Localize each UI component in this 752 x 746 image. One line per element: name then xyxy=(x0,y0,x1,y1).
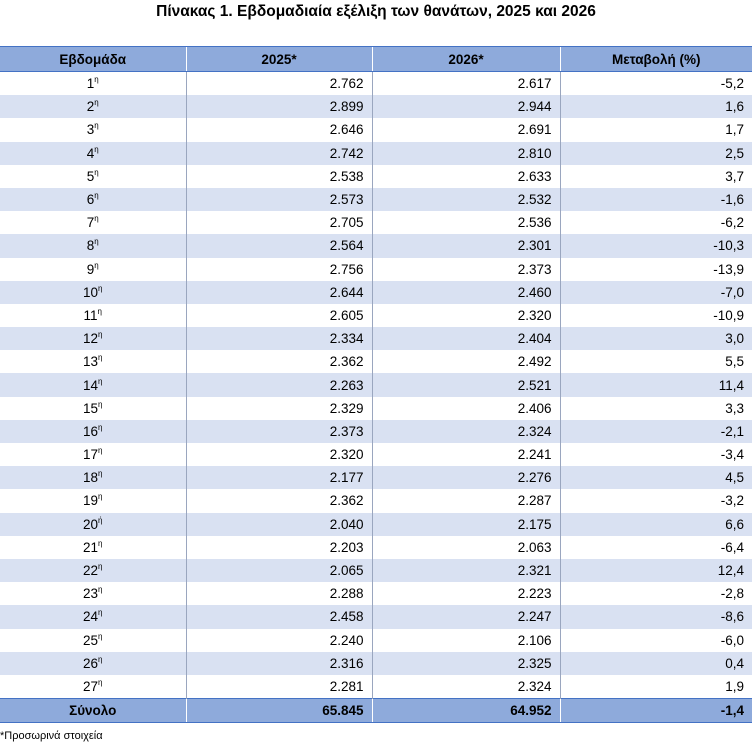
week-ordinal-suffix: η xyxy=(94,98,99,108)
week-cell xyxy=(0,72,186,96)
change-percent-cell: -2,8 xyxy=(560,582,752,605)
table-row xyxy=(0,234,752,257)
week-ordinal-suffix: η xyxy=(98,492,103,502)
week-number: 10 xyxy=(83,284,99,300)
week-ordinal-suffix: η xyxy=(98,376,103,386)
table-row xyxy=(0,281,752,304)
table-row xyxy=(0,304,752,327)
week-ordinal-suffix: η xyxy=(98,538,103,548)
change-percent-cell: 11,4 xyxy=(560,373,752,396)
table-row xyxy=(0,211,752,234)
week-number: 19 xyxy=(83,493,99,509)
table-row xyxy=(0,420,752,443)
week-number: 1 xyxy=(86,76,95,92)
change-percent-cell: -3,4 xyxy=(560,443,752,466)
deaths-2025-cell: 2.316 xyxy=(186,652,372,675)
week-cell xyxy=(0,188,186,211)
deaths-2025-cell: 2.373 xyxy=(186,420,372,443)
week-ordinal-suffix: η xyxy=(94,75,99,85)
deaths-2025-cell: 2.756 xyxy=(186,258,372,281)
week-cell xyxy=(0,281,186,304)
week-ordinal-suffix: η xyxy=(98,677,103,687)
header-2026: 2026* xyxy=(372,47,560,72)
deaths-2025-cell: 2.742 xyxy=(186,142,372,165)
table-row xyxy=(0,350,752,373)
total-change: -1,4 xyxy=(560,699,752,723)
deaths-2026-cell: 2.633 xyxy=(372,165,560,188)
change-percent-cell: 1,9 xyxy=(560,675,752,699)
deaths-2026-cell: 2.324 xyxy=(372,675,560,699)
week-ordinal-suffix: η xyxy=(98,353,103,363)
week-number: 14 xyxy=(83,377,99,393)
change-percent-cell: -10,3 xyxy=(560,234,752,257)
change-percent-cell: 3,7 xyxy=(560,165,752,188)
deaths-2026-cell: 2.324 xyxy=(372,420,560,443)
deaths-2026-cell: 2.406 xyxy=(372,397,560,420)
week-ordinal-suffix: η xyxy=(94,144,99,154)
deaths-2026-cell: 2.175 xyxy=(372,513,560,536)
table-row xyxy=(0,95,752,118)
week-cell xyxy=(0,350,186,373)
week-number: 11 xyxy=(83,307,98,323)
week-ordinal-suffix: η xyxy=(98,422,103,432)
week-cell xyxy=(0,420,186,443)
table-row xyxy=(0,466,752,489)
week-cell xyxy=(0,629,186,652)
deaths-2026-cell: 2.810 xyxy=(372,142,560,165)
deaths-2025-cell: 2.362 xyxy=(186,350,372,373)
deaths-2026-cell: 2.287 xyxy=(372,489,560,512)
week-ordinal-suffix: η xyxy=(98,654,103,664)
week-ordinal-suffix: η xyxy=(94,191,99,201)
deaths-2026-cell: 2.460 xyxy=(372,281,560,304)
change-percent-cell: -6,4 xyxy=(560,536,752,559)
deaths-2026-cell: 2.223 xyxy=(372,582,560,605)
week-number: 16 xyxy=(83,423,99,439)
week-ordinal-suffix: η xyxy=(94,121,99,131)
deaths-2025-cell: 2.263 xyxy=(186,373,372,396)
deaths-2026-cell: 2.247 xyxy=(372,605,560,628)
deaths-2026-cell: 2.617 xyxy=(372,72,560,96)
week-cell xyxy=(0,513,186,536)
deaths-2025-cell: 2.644 xyxy=(186,281,372,304)
week-number: 23 xyxy=(83,586,99,602)
total-2026: 64.952 xyxy=(372,699,560,723)
header-2025: 2025* xyxy=(186,47,372,72)
change-percent-cell: 2,5 xyxy=(560,142,752,165)
table-row xyxy=(0,188,752,211)
deaths-2026-cell: 2.532 xyxy=(372,188,560,211)
deaths-2026-cell: 2.106 xyxy=(372,629,560,652)
deaths-2025-cell: 2.040 xyxy=(186,513,372,536)
week-ordinal-suffix: η xyxy=(94,260,99,270)
deaths-2025-cell: 2.762 xyxy=(186,72,372,96)
table-row xyxy=(0,258,752,281)
deaths-2025-cell: 2.564 xyxy=(186,234,372,257)
table-row xyxy=(0,118,752,141)
week-ordinal-suffix: ή xyxy=(98,515,103,525)
week-number: 26 xyxy=(83,655,99,671)
deaths-2026-cell: 2.063 xyxy=(372,536,560,559)
table-row xyxy=(0,72,752,96)
week-ordinal-suffix: η xyxy=(98,446,103,456)
deaths-2025-cell: 2.065 xyxy=(186,559,372,582)
week-number: 5 xyxy=(86,168,95,184)
week-cell xyxy=(0,304,186,327)
week-number: 24 xyxy=(83,609,99,625)
week-number: 15 xyxy=(83,400,99,416)
week-number: 25 xyxy=(83,632,99,648)
week-ordinal-suffix: η xyxy=(94,214,99,224)
deaths-2026-cell: 2.536 xyxy=(372,211,560,234)
week-cell xyxy=(0,675,186,699)
week-number: 18 xyxy=(83,470,99,486)
change-percent-cell: -8,6 xyxy=(560,605,752,628)
week-ordinal-suffix: η xyxy=(97,306,102,316)
deaths-2025-cell: 2.646 xyxy=(186,118,372,141)
week-cell xyxy=(0,118,186,141)
change-percent-cell: -1,6 xyxy=(560,188,752,211)
table-row xyxy=(0,629,752,652)
header-row xyxy=(0,47,752,72)
change-percent-cell: -5,2 xyxy=(560,72,752,96)
week-cell xyxy=(0,582,186,605)
week-cell xyxy=(0,142,186,165)
week-ordinal-suffix: η xyxy=(94,167,99,177)
change-percent-cell: 6,6 xyxy=(560,513,752,536)
total-2025: 65.845 xyxy=(186,699,372,723)
table-row xyxy=(0,489,752,512)
week-ordinal-suffix: η xyxy=(98,562,103,572)
deaths-2026-cell: 2.944 xyxy=(372,95,560,118)
deaths-2026-cell: 2.373 xyxy=(372,258,560,281)
weekly-deaths-table xyxy=(0,46,752,723)
deaths-2025-cell: 2.240 xyxy=(186,629,372,652)
table-row xyxy=(0,513,752,536)
total-label: Σύνολο xyxy=(0,699,186,723)
table-row xyxy=(0,373,752,396)
week-cell xyxy=(0,258,186,281)
week-number: 4 xyxy=(86,145,95,161)
deaths-2025-cell: 2.899 xyxy=(186,95,372,118)
deaths-2026-cell: 2.325 xyxy=(372,652,560,675)
deaths-2026-cell: 2.301 xyxy=(372,234,560,257)
week-ordinal-suffix: η xyxy=(98,399,103,409)
change-percent-cell: 1,6 xyxy=(560,95,752,118)
week-ordinal-suffix: η xyxy=(98,330,103,340)
deaths-2026-cell: 2.691 xyxy=(372,118,560,141)
week-number: 22 xyxy=(83,563,99,579)
change-percent-cell: 5,5 xyxy=(560,350,752,373)
week-ordinal-suffix: η xyxy=(98,631,103,641)
change-percent-cell: 0,4 xyxy=(560,652,752,675)
week-cell xyxy=(0,489,186,512)
week-number: 20 xyxy=(83,516,99,532)
deaths-2025-cell: 2.362 xyxy=(186,489,372,512)
week-cell xyxy=(0,165,186,188)
week-cell xyxy=(0,536,186,559)
week-number: 9 xyxy=(86,261,95,277)
deaths-2025-cell: 2.334 xyxy=(186,327,372,350)
change-percent-cell: -2,1 xyxy=(560,420,752,443)
week-ordinal-suffix: η xyxy=(98,469,103,479)
deaths-2026-cell: 2.321 xyxy=(372,559,560,582)
table-row xyxy=(0,165,752,188)
week-number: 13 xyxy=(83,354,99,370)
table-row xyxy=(0,582,752,605)
week-number: 3 xyxy=(86,122,95,138)
deaths-2026-cell: 2.404 xyxy=(372,327,560,350)
change-percent-cell: 3,0 xyxy=(560,327,752,350)
week-number: 8 xyxy=(86,238,95,254)
total-row xyxy=(0,699,752,723)
week-ordinal-suffix: η xyxy=(94,237,99,247)
deaths-2025-cell: 2.177 xyxy=(186,466,372,489)
table-row xyxy=(0,605,752,628)
table-row xyxy=(0,397,752,420)
table-row xyxy=(0,536,752,559)
week-ordinal-suffix: η xyxy=(98,608,103,618)
header-week: Εβδομάδα xyxy=(0,47,186,72)
deaths-2026-cell: 2.521 xyxy=(372,373,560,396)
deaths-2025-cell: 2.605 xyxy=(186,304,372,327)
change-percent-cell: -10,9 xyxy=(560,304,752,327)
week-number: 7 xyxy=(86,215,95,231)
change-percent-cell: -7,0 xyxy=(560,281,752,304)
week-ordinal-suffix: η xyxy=(98,283,103,293)
week-ordinal-suffix: η xyxy=(98,585,103,595)
deaths-2025-cell: 2.320 xyxy=(186,443,372,466)
week-cell xyxy=(0,652,186,675)
week-cell xyxy=(0,211,186,234)
week-number: 17 xyxy=(83,447,99,463)
deaths-2025-cell: 2.458 xyxy=(186,605,372,628)
change-percent-cell: 3,3 xyxy=(560,397,752,420)
change-percent-cell: -6,2 xyxy=(560,211,752,234)
week-cell xyxy=(0,373,186,396)
week-cell xyxy=(0,605,186,628)
table-row xyxy=(0,559,752,582)
table-body xyxy=(0,72,752,699)
week-number: 21 xyxy=(83,539,99,555)
deaths-2026-cell: 2.241 xyxy=(372,443,560,466)
week-cell xyxy=(0,443,186,466)
week-number: 27 xyxy=(83,678,99,694)
deaths-2026-cell: 2.276 xyxy=(372,466,560,489)
week-number: 6 xyxy=(86,192,95,208)
week-cell xyxy=(0,397,186,420)
week-number: 12 xyxy=(83,331,99,347)
table-row xyxy=(0,142,752,165)
deaths-2025-cell: 2.288 xyxy=(186,582,372,605)
deaths-2025-cell: 2.281 xyxy=(186,675,372,699)
deaths-2026-cell: 2.492 xyxy=(372,350,560,373)
week-cell xyxy=(0,559,186,582)
table-row xyxy=(0,652,752,675)
week-cell xyxy=(0,327,186,350)
week-cell xyxy=(0,466,186,489)
change-percent-cell: -3,2 xyxy=(560,489,752,512)
deaths-2025-cell: 2.203 xyxy=(186,536,372,559)
change-percent-cell: -13,9 xyxy=(560,258,752,281)
week-cell xyxy=(0,234,186,257)
footnote: *Προσωρινά στοιχεία xyxy=(0,730,103,742)
week-cell xyxy=(0,95,186,118)
deaths-2025-cell: 2.573 xyxy=(186,188,372,211)
week-number: 2 xyxy=(86,99,95,115)
change-percent-cell: 4,5 xyxy=(560,466,752,489)
deaths-2025-cell: 2.329 xyxy=(186,397,372,420)
change-percent-cell: 12,4 xyxy=(560,559,752,582)
deaths-2025-cell: 2.538 xyxy=(186,165,372,188)
change-percent-cell: 1,7 xyxy=(560,118,752,141)
change-percent-cell: -6,0 xyxy=(560,629,752,652)
table-title: Πίνακας 1. Εβδομαδιαία εξέλιξη των θανάτων, 2025 και 2026 xyxy=(156,3,596,20)
header-change: Μεταβολή (%) xyxy=(560,47,752,72)
table-row xyxy=(0,443,752,466)
deaths-2025-cell: 2.705 xyxy=(186,211,372,234)
deaths-2026-cell: 2.320 xyxy=(372,304,560,327)
table-row xyxy=(0,675,752,699)
table-row xyxy=(0,327,752,350)
